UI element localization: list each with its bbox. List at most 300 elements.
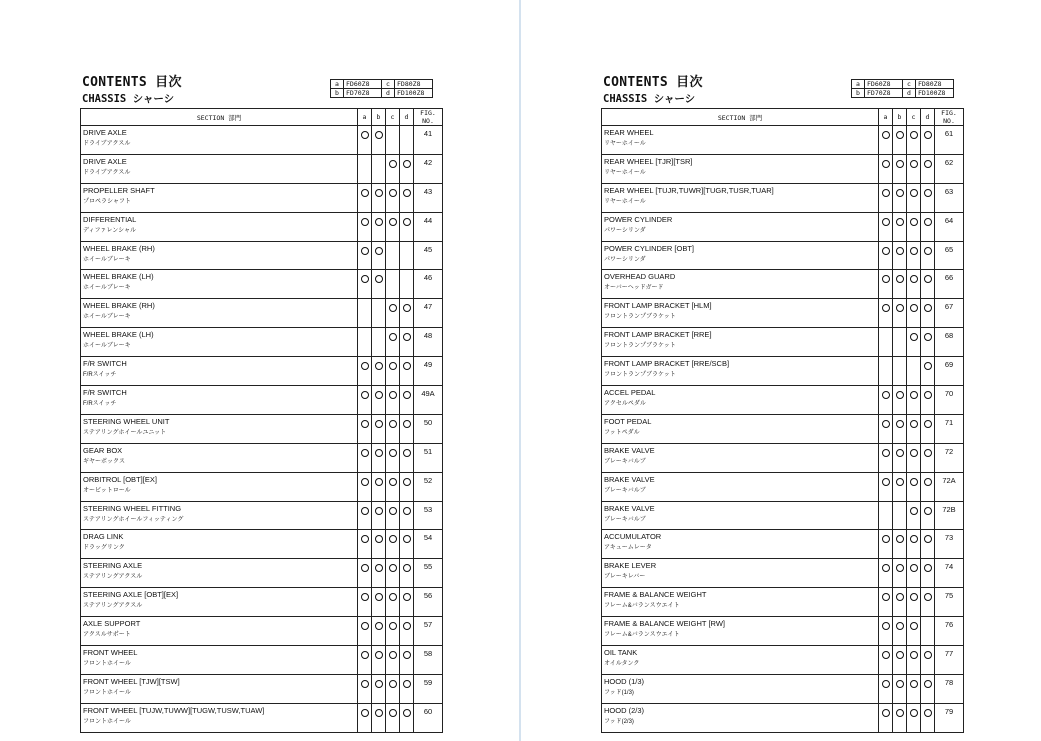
model-d-cell <box>400 414 414 443</box>
model-a-cell <box>879 386 893 415</box>
applicable-circle-icon <box>389 304 397 312</box>
section-name-jp: オーバーヘッドガード <box>604 285 664 292</box>
model-c-cell <box>386 646 400 675</box>
fig-no-cell: 57 <box>414 617 443 646</box>
model-d-cell <box>400 646 414 675</box>
table-row <box>81 270 443 299</box>
section-cell <box>81 703 358 732</box>
model-b-cell <box>372 588 386 617</box>
model-b-cell <box>893 328 907 357</box>
fig-no-cell: 50 <box>414 414 443 443</box>
table-row <box>81 386 443 415</box>
fig-no-cell: 55 <box>414 559 443 588</box>
model-c-cell <box>386 703 400 732</box>
section-name-jp: フットペダル <box>604 429 640 436</box>
model-c-cell <box>907 617 921 646</box>
table-row <box>81 414 443 443</box>
applicable-circle-icon <box>910 247 918 255</box>
fig-no-cell: 65 <box>935 241 964 270</box>
applicable-circle-icon <box>924 362 932 370</box>
section-cell <box>81 357 358 386</box>
model-b-cell <box>893 154 907 183</box>
section-cell <box>602 212 879 241</box>
section-name-en: DRIVE AXLE <box>83 156 127 166</box>
model-c-cell <box>386 559 400 588</box>
fig-no-cell: 76 <box>935 617 964 646</box>
model-c-cell <box>907 703 921 732</box>
section-name-en: FRONT WHEEL [TJW][TSW] <box>83 676 180 686</box>
fig-no-cell: 70 <box>935 386 964 415</box>
applicable-circle-icon <box>924 507 932 515</box>
section-cell <box>81 414 358 443</box>
applicable-circle-icon <box>882 535 890 543</box>
model-b-cell <box>893 414 907 443</box>
section-cell <box>81 299 358 328</box>
applicable-circle-icon <box>403 651 411 659</box>
section-name-jp: リヤーホイール <box>604 169 646 176</box>
section-cell <box>81 241 358 270</box>
section-cell <box>602 328 879 357</box>
document-page-left <box>0 0 519 741</box>
model-key: d <box>382 89 395 98</box>
section-name-en: DIFFERENTIAL <box>83 214 137 224</box>
applicable-circle-icon <box>403 709 411 717</box>
applicable-circle-icon <box>389 189 397 197</box>
table-row <box>602 443 964 472</box>
table-row <box>81 328 443 357</box>
model-b-cell <box>372 414 386 443</box>
section-name-en: DRAG LINK <box>83 532 124 542</box>
model-name: FD60Z8 <box>865 80 903 89</box>
applicable-circle-icon <box>389 333 397 341</box>
section-cell <box>81 559 358 588</box>
table-header-row <box>602 109 964 126</box>
model-d-cell <box>400 472 414 501</box>
section-name-jp: アクスルサポート <box>83 632 131 639</box>
applicable-circle-icon <box>896 680 904 688</box>
section-name-jp: ホイールブレーキ <box>83 256 131 263</box>
model-b-cell <box>893 501 907 530</box>
model-c-cell <box>907 126 921 155</box>
section-name-jp: アキュームレータ <box>604 545 652 552</box>
fig-no-cell: 43 <box>414 183 443 212</box>
applicable-circle-icon <box>403 189 411 197</box>
section-name-jp: オイルタンク <box>604 661 640 668</box>
applicable-circle-icon <box>896 218 904 226</box>
applicable-circle-icon <box>403 160 411 168</box>
model-c-cell <box>386 617 400 646</box>
col-b-header: b <box>893 109 907 126</box>
applicable-circle-icon <box>924 218 932 226</box>
table-row <box>602 530 964 559</box>
section-name-en: STEERING AXLE [OBT][EX] <box>83 590 179 600</box>
applicable-circle-icon <box>361 218 369 226</box>
model-a-cell <box>358 617 372 646</box>
table-row <box>602 646 964 675</box>
section-name-jp: フロントランプブラケット <box>604 314 676 321</box>
fig-no-cell: 69 <box>935 357 964 386</box>
model-c-cell <box>907 154 921 183</box>
applicable-circle-icon <box>375 478 383 486</box>
section-name-jp: ドライブアクスル <box>83 169 131 176</box>
section-name-en: WHEEL BRAKE (RH) <box>83 243 155 253</box>
applicable-circle-icon <box>361 362 369 370</box>
applicable-circle-icon <box>375 131 383 139</box>
section-name-jp: フロントランプブラケット <box>604 343 676 350</box>
page-title: CONTENTS 目次 <box>82 75 182 90</box>
model-b-cell <box>893 646 907 675</box>
applicable-circle-icon <box>361 391 369 399</box>
applicable-circle-icon <box>924 131 932 139</box>
section-name-en: WHEEL BRAKE (LH) <box>83 272 154 282</box>
applicable-circle-icon <box>361 247 369 255</box>
applicable-circle-icon <box>389 709 397 717</box>
model-b-cell <box>893 530 907 559</box>
model-a-cell <box>358 270 372 299</box>
model-d-cell <box>921 559 935 588</box>
applicable-circle-icon <box>361 535 369 543</box>
model-a-cell <box>358 530 372 559</box>
model-a-cell <box>879 472 893 501</box>
section-cell <box>602 501 879 530</box>
model-c-cell <box>386 472 400 501</box>
model-c-cell <box>386 501 400 530</box>
model-d-cell <box>921 530 935 559</box>
applicable-circle-icon <box>882 680 890 688</box>
model-d-cell <box>400 501 414 530</box>
section-cell <box>602 530 879 559</box>
applicable-circle-icon <box>910 651 918 659</box>
model-c-cell <box>386 183 400 212</box>
applicable-circle-icon <box>375 449 383 457</box>
col-c-header: c <box>386 109 400 126</box>
model-b-cell <box>372 183 386 212</box>
table-row <box>81 126 443 155</box>
model-b-cell <box>372 617 386 646</box>
applicable-circle-icon <box>910 478 918 486</box>
model-d-cell <box>400 212 414 241</box>
applicable-circle-icon <box>403 593 411 601</box>
section-name-jp: フッド(2/3) <box>604 718 634 725</box>
model-b-cell <box>372 126 386 155</box>
table-row <box>602 183 964 212</box>
section-name-en: ACCEL PEDAL <box>604 388 656 398</box>
section-name-jp: ホイールブレーキ <box>83 343 131 350</box>
section-cell <box>81 386 358 415</box>
section-cell <box>602 674 879 703</box>
applicable-circle-icon <box>910 160 918 168</box>
model-a-cell <box>879 212 893 241</box>
fig-no-cell: 48 <box>414 328 443 357</box>
section-name-en: POWER CYLINDER <box>604 214 673 224</box>
contents-table <box>601 108 964 733</box>
applicable-circle-icon <box>882 478 890 486</box>
section-cell <box>81 328 358 357</box>
section-name-jp: オービットロール <box>83 487 131 494</box>
applicable-circle-icon <box>910 709 918 717</box>
model-d-cell <box>400 443 414 472</box>
model-a-cell <box>879 270 893 299</box>
section-name-en: ACCUMULATOR <box>604 532 662 542</box>
table-row <box>81 617 443 646</box>
section-name-en: STEERING WHEEL FITTING <box>83 503 182 513</box>
model-b-cell <box>372 241 386 270</box>
section-name-jp: ホイールブレーキ <box>83 285 131 292</box>
section-name-jp: ドラッグリンク <box>83 545 125 552</box>
table-row <box>602 588 964 617</box>
model-b-cell <box>893 386 907 415</box>
model-c-cell <box>907 183 921 212</box>
applicable-circle-icon <box>361 275 369 283</box>
applicable-circle-icon <box>882 651 890 659</box>
applicable-circle-icon <box>924 535 932 543</box>
model-d-cell <box>921 674 935 703</box>
model-legend <box>330 79 433 98</box>
applicable-circle-icon <box>924 651 932 659</box>
applicable-circle-icon <box>882 247 890 255</box>
model-d-cell <box>921 646 935 675</box>
applicable-circle-icon <box>924 680 932 688</box>
section-cell <box>81 443 358 472</box>
applicable-circle-icon <box>882 304 890 312</box>
page-subtitle: CHASSIS シャーシ <box>82 93 175 105</box>
applicable-circle-icon <box>896 622 904 630</box>
fig-no-cell: 49A <box>414 386 443 415</box>
fig-no-cell: 71 <box>935 414 964 443</box>
model-c-cell <box>907 559 921 588</box>
section-name-en: FRONT LAMP BRACKET [RRE/SCB] <box>604 359 730 369</box>
section-name-jp: フロントホイール <box>83 661 131 668</box>
model-a-cell <box>358 559 372 588</box>
model-key: a <box>852 80 865 89</box>
model-d-cell <box>400 386 414 415</box>
applicable-circle-icon <box>361 131 369 139</box>
section-name-jp: フレーム&バランスウエイト <box>604 603 680 610</box>
applicable-circle-icon <box>924 275 932 283</box>
section-name-en: FOOT PEDAL <box>604 416 652 426</box>
section-name-jp: プロペラシャフト <box>83 198 131 205</box>
model-d-cell <box>400 154 414 183</box>
fig-no-cell: 58 <box>414 646 443 675</box>
model-c-cell <box>907 270 921 299</box>
model-b-cell <box>893 126 907 155</box>
section-cell <box>602 472 879 501</box>
fig-no-cell: 52 <box>414 472 443 501</box>
model-b-cell <box>893 357 907 386</box>
applicable-circle-icon <box>910 535 918 543</box>
applicable-circle-icon <box>389 160 397 168</box>
model-a-cell <box>358 241 372 270</box>
applicable-circle-icon <box>910 391 918 399</box>
applicable-circle-icon <box>910 449 918 457</box>
table-row <box>81 674 443 703</box>
section-cell <box>602 588 879 617</box>
model-name: FD60Z8 <box>344 80 382 89</box>
model-name: FD70Z8 <box>865 89 903 98</box>
applicable-circle-icon <box>896 131 904 139</box>
model-b-cell <box>372 530 386 559</box>
applicable-circle-icon <box>389 507 397 515</box>
section-name-en: HOOD (2/3) <box>604 705 645 715</box>
applicable-circle-icon <box>403 218 411 226</box>
col-d-header: d <box>400 109 414 126</box>
section-cell <box>602 617 879 646</box>
model-c-cell <box>386 154 400 183</box>
section-name-en: STEERING AXLE <box>83 561 143 571</box>
applicable-circle-icon <box>375 593 383 601</box>
applicable-circle-icon <box>403 304 411 312</box>
section-name-jp: ブレーキバルブ <box>604 487 646 494</box>
model-a-cell <box>358 703 372 732</box>
table-row <box>81 703 443 732</box>
section-name-en: BRAKE VALVE <box>604 445 655 455</box>
applicable-circle-icon <box>896 709 904 717</box>
fig-no-cell: 72 <box>935 443 964 472</box>
applicable-circle-icon <box>924 247 932 255</box>
applicable-circle-icon <box>403 478 411 486</box>
model-c-cell <box>907 501 921 530</box>
contents-table <box>80 108 443 733</box>
fig-no-cell: 78 <box>935 674 964 703</box>
model-b-cell <box>893 674 907 703</box>
model-d-cell <box>400 703 414 732</box>
fig-no-cell: 46 <box>414 270 443 299</box>
model-a-cell <box>879 357 893 386</box>
section-cell <box>81 530 358 559</box>
model-a-cell <box>879 646 893 675</box>
section-name-jp: ブレーキバルブ <box>604 516 646 523</box>
table-row <box>81 357 443 386</box>
model-legend <box>851 79 954 98</box>
section-name-jp: ブレーキバルブ <box>604 458 646 465</box>
applicable-circle-icon <box>896 420 904 428</box>
model-d-cell <box>921 414 935 443</box>
applicable-circle-icon <box>389 362 397 370</box>
applicable-circle-icon <box>896 189 904 197</box>
model-d-cell <box>400 617 414 646</box>
model-c-cell <box>386 386 400 415</box>
section-name-en: OVERHEAD GUARD <box>604 272 676 282</box>
section-name-en: FRAME & BALANCE WEIGHT [RW] <box>604 619 725 629</box>
table-row <box>81 212 443 241</box>
applicable-circle-icon <box>882 131 890 139</box>
model-d-cell <box>921 386 935 415</box>
applicable-circle-icon <box>924 449 932 457</box>
model-name: FD80Z8 <box>395 80 433 89</box>
fig-no-cell: 56 <box>414 588 443 617</box>
table-row <box>602 559 964 588</box>
table-row <box>602 328 964 357</box>
table-row <box>81 559 443 588</box>
applicable-circle-icon <box>924 391 932 399</box>
table-row <box>602 617 964 646</box>
model-b-cell <box>893 270 907 299</box>
model-d-cell <box>921 126 935 155</box>
model-a-cell <box>358 443 372 472</box>
table-row <box>602 674 964 703</box>
page-subtitle: CHASSIS シャーシ <box>603 93 696 105</box>
section-name-en: HOOD (1/3) <box>604 676 645 686</box>
model-c-cell <box>907 212 921 241</box>
section-cell <box>602 126 879 155</box>
table-row <box>602 299 964 328</box>
table-row <box>81 154 443 183</box>
section-name-jp: フロントランプブラケット <box>604 372 676 379</box>
model-b-cell <box>372 328 386 357</box>
model-d-cell <box>921 183 935 212</box>
model-b-cell <box>893 241 907 270</box>
section-name-jp: アクセルペダル <box>604 401 646 408</box>
section-name-jp: リヤーホイール <box>604 141 646 147</box>
table-row <box>602 386 964 415</box>
model-c-cell <box>386 674 400 703</box>
fig-no-cell: 77 <box>935 646 964 675</box>
model-b-cell <box>893 443 907 472</box>
section-name-en: STEERING WHEEL UNIT <box>83 416 170 426</box>
col-a-header: a <box>358 109 372 126</box>
section-name-en: F/R SWITCH <box>83 359 127 369</box>
table-row <box>602 241 964 270</box>
section-name-en: ORBITROL [OBT][EX] <box>83 474 157 484</box>
model-a-cell <box>879 559 893 588</box>
section-name-jp: ドライブアクスル <box>83 141 131 147</box>
table-row <box>81 299 443 328</box>
section-name-jp: リヤーホイール <box>604 198 646 205</box>
model-b-cell <box>372 443 386 472</box>
col-a-header: a <box>879 109 893 126</box>
section-name-jp: ディファレンシャル <box>83 227 136 234</box>
section-cell <box>81 270 358 299</box>
fig-no-cell: 44 <box>414 212 443 241</box>
model-d-cell <box>921 617 935 646</box>
fig-no-cell: 60 <box>414 703 443 732</box>
applicable-circle-icon <box>896 651 904 659</box>
model-d-cell <box>921 270 935 299</box>
model-d-cell <box>921 501 935 530</box>
section-name-jp: フレーム&バランスウエイト <box>604 632 680 639</box>
model-a-cell <box>879 328 893 357</box>
applicable-circle-icon <box>896 275 904 283</box>
table-row <box>81 530 443 559</box>
applicable-circle-icon <box>361 507 369 515</box>
applicable-circle-icon <box>389 535 397 543</box>
section-name-jp: フロントホイール <box>83 718 131 725</box>
fig-no-cell: 73 <box>935 530 964 559</box>
applicable-circle-icon <box>403 391 411 399</box>
model-c-cell <box>386 241 400 270</box>
model-d-cell <box>400 126 414 155</box>
model-a-cell <box>879 154 893 183</box>
applicable-circle-icon <box>375 420 383 428</box>
model-c-cell <box>907 386 921 415</box>
model-name: FD70Z8 <box>344 89 382 98</box>
section-header: SECTION 部門 <box>602 109 879 126</box>
model-a-cell <box>358 154 372 183</box>
applicable-circle-icon <box>910 189 918 197</box>
applicable-circle-icon <box>910 564 918 572</box>
applicable-circle-icon <box>375 564 383 572</box>
model-a-cell <box>358 501 372 530</box>
model-c-cell <box>907 588 921 617</box>
applicable-circle-icon <box>882 420 890 428</box>
fig-no-cell: 45 <box>414 241 443 270</box>
applicable-circle-icon <box>361 478 369 486</box>
table-row <box>602 472 964 501</box>
model-a-cell <box>879 530 893 559</box>
applicable-circle-icon <box>375 507 383 515</box>
section-cell <box>81 617 358 646</box>
fig-no-cell: 61 <box>935 126 964 155</box>
